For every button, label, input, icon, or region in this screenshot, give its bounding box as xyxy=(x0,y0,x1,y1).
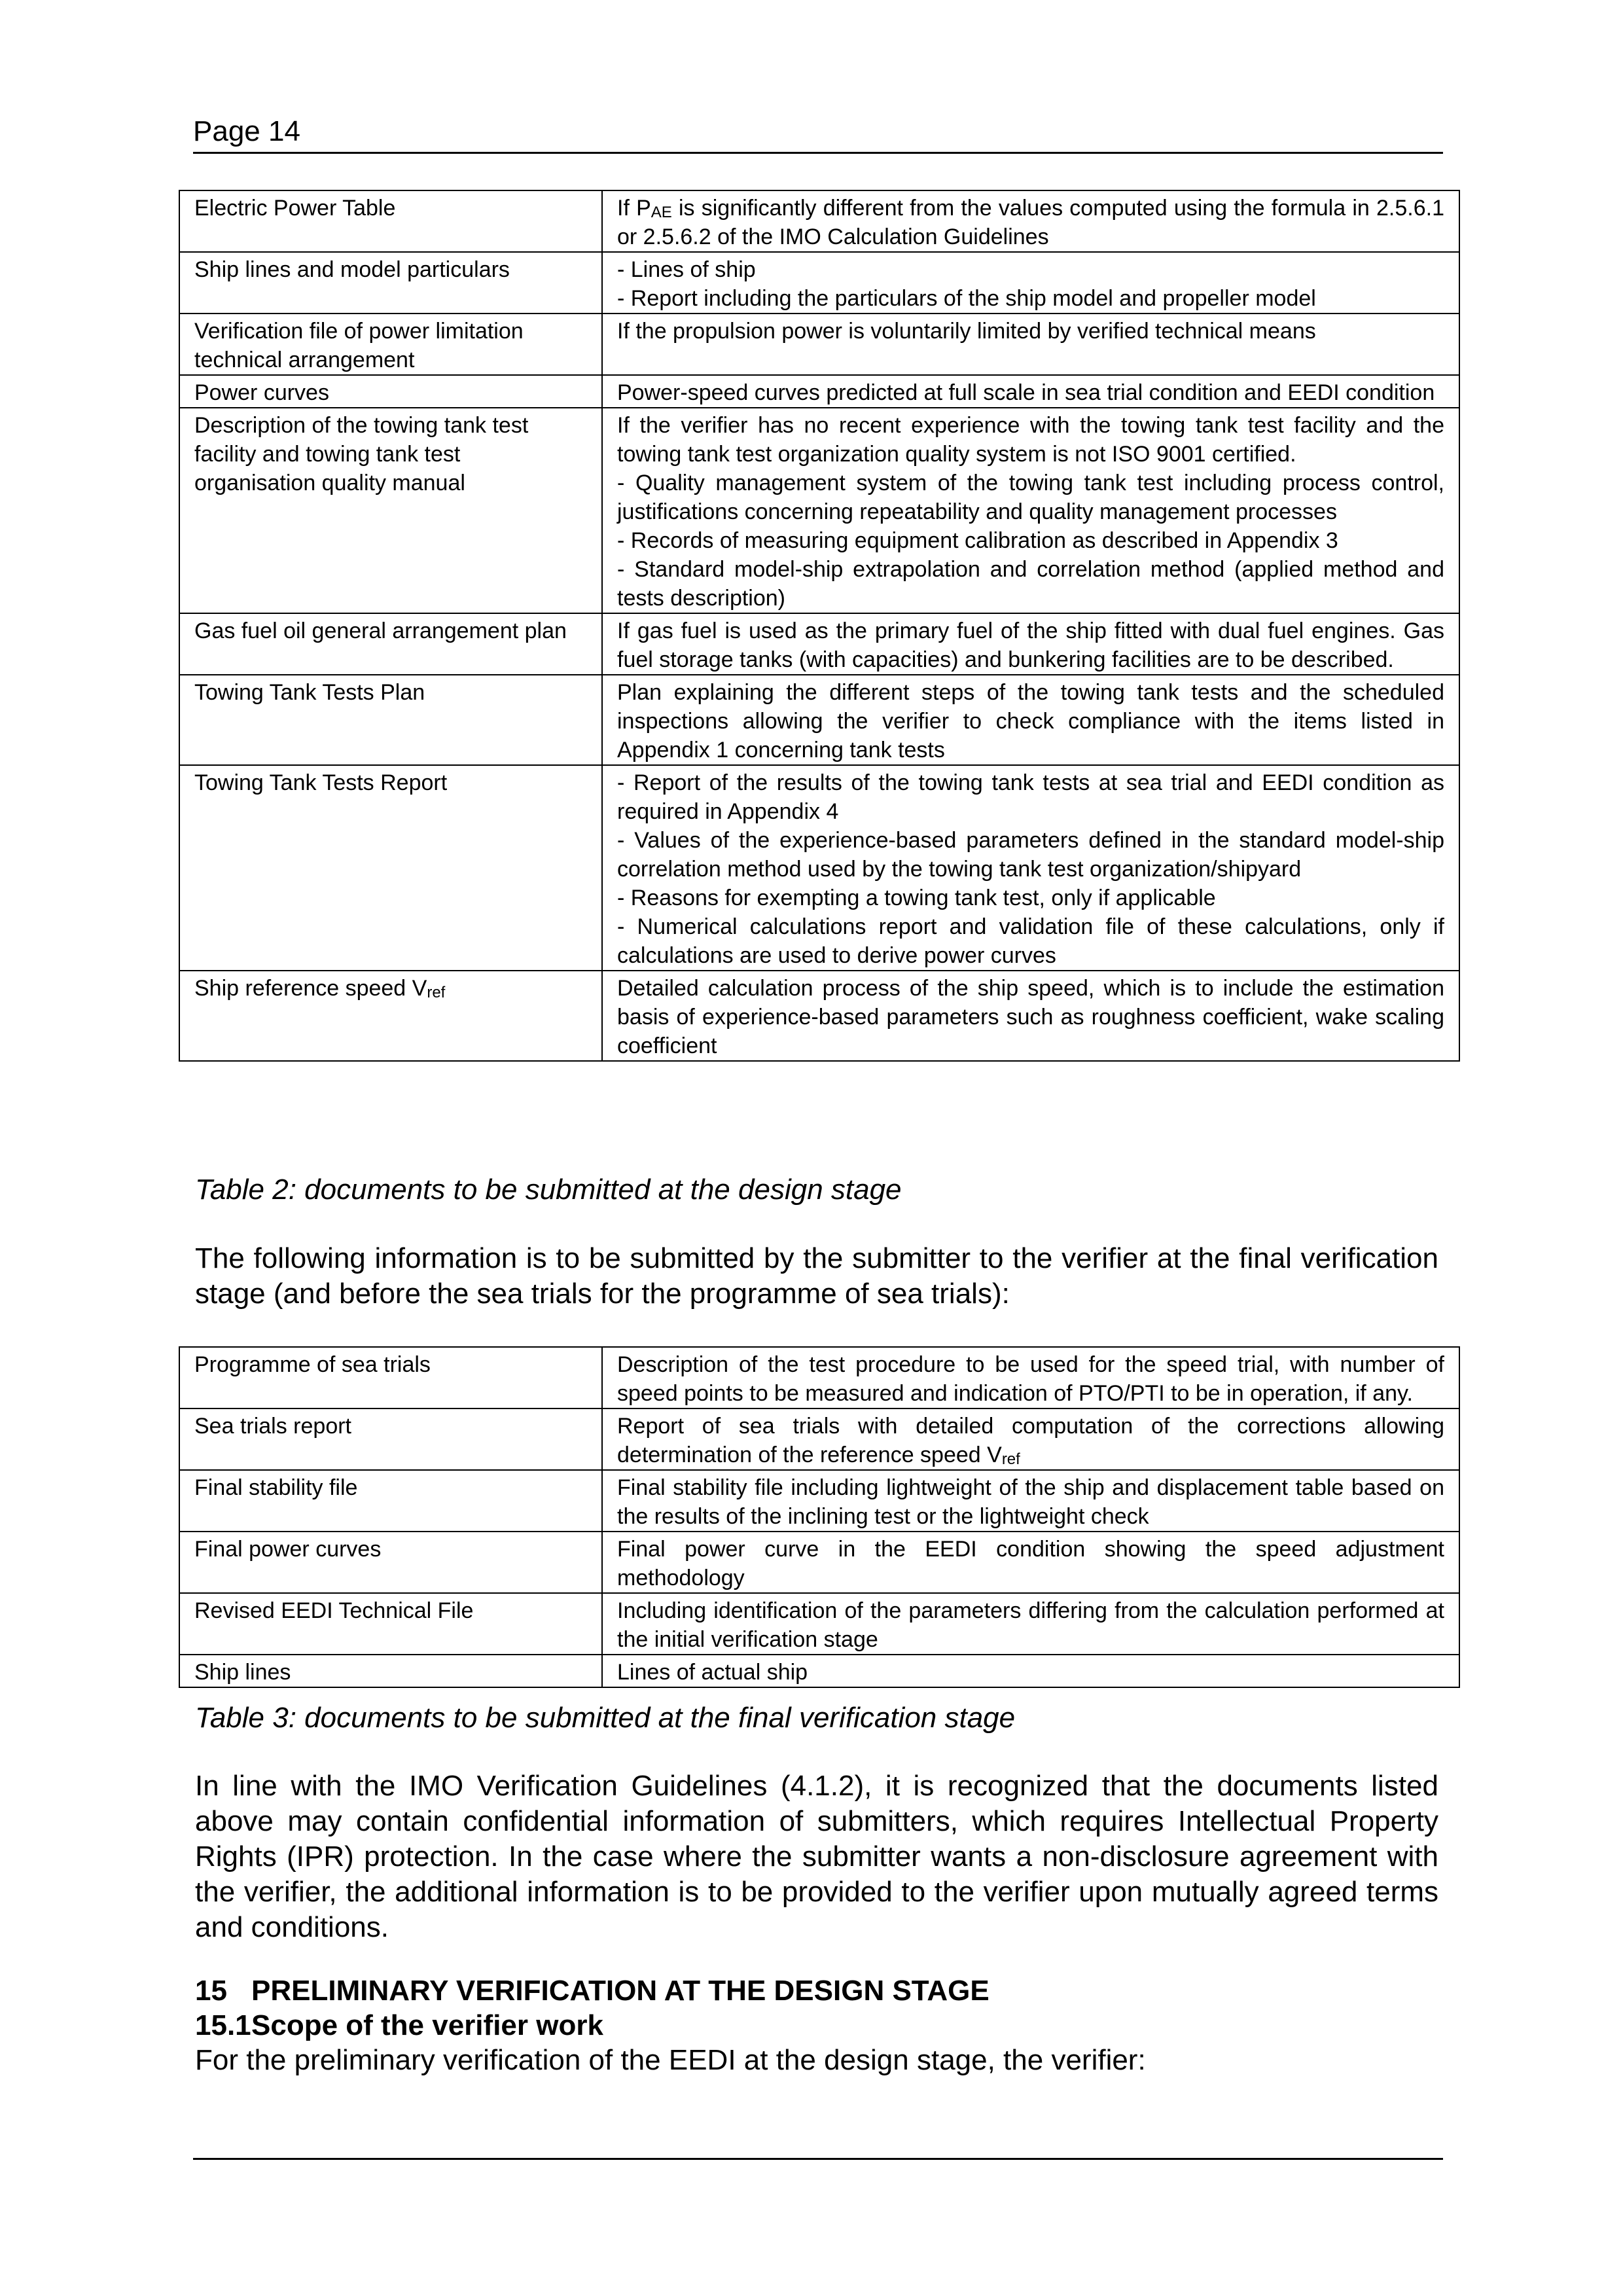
document-name-cell xyxy=(179,971,602,1061)
document-name-cell: Revised EEDI Technical File xyxy=(179,1593,602,1655)
table-row xyxy=(179,190,1459,252)
description-text: If P xyxy=(617,196,651,221)
section-15-1-body: For the preliminary verification of the EEDI at the design stage, the verifier: xyxy=(195,2044,1146,2076)
document-description-cell xyxy=(602,252,1459,314)
document-name-cell xyxy=(179,252,602,314)
document-name-cell: Final power curves xyxy=(179,1532,602,1593)
document-description-cell xyxy=(602,375,1459,408)
document-description-cell xyxy=(602,1532,1459,1593)
document-description-cell xyxy=(602,1408,1459,1470)
description-line: - Reasons for exempting a towing tank test, only if applicable xyxy=(617,886,1216,910)
table-row xyxy=(179,1470,1459,1532)
document-description-cell xyxy=(602,190,1459,252)
description-line: - Numerical calculations report and validation file of these calculations, only if calculations are used to derive power curves xyxy=(617,914,1444,968)
final-verification-documents-table xyxy=(179,1346,1460,1688)
document-description-cell xyxy=(602,1470,1459,1532)
document-description-cell xyxy=(602,765,1459,971)
document-name-cell xyxy=(179,375,602,408)
footer-rule xyxy=(193,2158,1443,2160)
description-line xyxy=(617,194,1444,251)
description-line: If gas fuel is used as the primary fuel of the ship fitted with dual fuel engines. Gas fuel storage tanks (with capacities) and bunkering facilities are to be described. xyxy=(617,619,1444,672)
document-name: Ship lines and model particulars xyxy=(194,257,510,282)
document-name-cell xyxy=(179,314,602,375)
description-text: Including identification of the parameters differing from the calculation performed at the initial verification stage xyxy=(617,1598,1444,1652)
document-description-cell xyxy=(602,314,1459,375)
description-line: - Report including the particulars of the ship model and propeller model xyxy=(617,286,1316,311)
table-row xyxy=(179,252,1459,314)
table-row xyxy=(179,1593,1459,1655)
document-description-cell xyxy=(602,408,1459,613)
table2-caption: Table 2: documents to be submitted at the design stage xyxy=(195,1174,902,1206)
document-name-cell xyxy=(179,190,602,252)
document-name-cell: Sea trials report xyxy=(179,1408,602,1470)
document-description-cell xyxy=(602,675,1459,765)
table-row xyxy=(179,675,1459,765)
description-line: Detailed calculation process of the ship speed, which is to include the estimation basis of experience-based parameters such as roughness coefficient, wake scaling coefficient xyxy=(617,976,1444,1058)
document-name: Power curves xyxy=(194,380,329,405)
table-row xyxy=(179,765,1459,971)
description-line: - Standard model-ship extrapolation and correlation method (applied method and tests description) xyxy=(617,557,1444,611)
description-line: - Quality management system of the towing tank test including process control, justifications concerning repeatability and quality management processes xyxy=(617,471,1444,524)
description-text: Final stability file including lightweight of the ship and displacement table based on the results of the inclining test or the lightweight check xyxy=(617,1475,1444,1529)
document-description-cell xyxy=(602,613,1459,675)
page-header xyxy=(193,115,1443,154)
table-row xyxy=(179,1408,1459,1470)
document-name-cell xyxy=(179,675,602,765)
section-title: PRELIMINARY VERIFICATION AT THE DESIGN STAGE xyxy=(251,1975,990,2007)
subscript: ref xyxy=(427,984,446,1001)
description-line: - Values of the experience-based parameters defined in the standard model-ship correlation method used by the towing tank test organization/shipyard xyxy=(617,828,1444,882)
description-line: Power-speed curves predicted at full scale in sea trial condition and EEDI condition xyxy=(617,380,1435,405)
page-number: Page 14 xyxy=(193,115,300,147)
ipr-paragraph: In line with the IMO Verification Guidelines (4.1.2), it is recognized that the documents listed above may contain confidential information of submitters, which requires Intellectual Property Rights (IPR) protection. In the case where the submitter wants a non-disclosure agreement with the verifier, the additional information is to be provided to the verifier upon mutually agreed terms and conditions. xyxy=(195,1770,1438,1943)
design-stage-documents-table xyxy=(179,190,1460,1062)
section-title: Scope of the verifier work xyxy=(251,2009,603,2041)
description-line: - Lines of ship xyxy=(617,257,756,282)
document-name: Ship reference speed V xyxy=(194,976,427,1001)
document-description-cell xyxy=(602,1593,1459,1655)
table-row xyxy=(179,971,1459,1061)
description-line: If the verifier has no recent experience with the towing tank test facility and the towing tank test organization quality system is not ISO 9001 certified. xyxy=(617,413,1444,467)
document-name-cell: Ship lines xyxy=(179,1655,602,1687)
document-name-cell xyxy=(179,765,602,971)
document-description-cell xyxy=(602,1655,1459,1687)
table-row xyxy=(179,375,1459,408)
document-description-cell xyxy=(602,1347,1459,1408)
document-name: Electric Power Table xyxy=(194,196,396,221)
document-name-cell: Programme of sea trials xyxy=(179,1347,602,1408)
document-name: Towing Tank Tests Report xyxy=(194,770,448,795)
subscript: AE xyxy=(651,204,672,221)
description-text: Report of sea trials with detailed computation of the corrections allowing determination of the reference speed V xyxy=(617,1414,1444,1467)
subscript: ref xyxy=(1001,1450,1020,1468)
document-name: Gas fuel oil general arrangement plan xyxy=(194,619,567,643)
section-number: 15 xyxy=(195,1975,227,2007)
final-verification-intro: The following information is to be submitted by the submitter to the verifier at the final verification stage (and before the sea trials for the programme of sea trials): xyxy=(195,1242,1438,1310)
description-line: If the propulsion power is voluntarily limited by verified technical means xyxy=(617,319,1316,344)
description-text: Lines of actual ship xyxy=(617,1660,808,1685)
document-name-cell: Final stability file xyxy=(179,1470,602,1532)
table-row xyxy=(179,314,1459,375)
document-name: Towing Tank Tests Plan xyxy=(194,680,425,705)
description-line: - Report of the results of the towing tank tests at sea trial and EEDI condition as required in Appendix 4 xyxy=(617,770,1444,824)
description-line: - Records of measuring equipment calibration as described in Appendix 3 xyxy=(617,528,1338,553)
section-number: 15.1 xyxy=(195,2009,251,2041)
description-text: is significantly different from the values computed using the formula in 2.5.6.1 or 2.5.6.2 of the IMO Calculation Guidelines xyxy=(617,196,1444,249)
table-row xyxy=(179,613,1459,675)
document-name: Description of the towing tank test facility and towing tank test organisation quality manual xyxy=(194,413,529,495)
section-15-heading xyxy=(195,1975,990,2007)
description-text: Final power curve in the EEDI condition showing the speed adjustment methodology xyxy=(617,1537,1444,1590)
table-row xyxy=(179,1655,1459,1687)
document-name-cell xyxy=(179,613,602,675)
section-15-1-heading xyxy=(195,2009,603,2042)
table-row xyxy=(179,1347,1459,1408)
table3-caption: Table 3: documents to be submitted at the final verification stage xyxy=(195,1702,1016,1734)
table-row xyxy=(179,1532,1459,1593)
document-name: Verification file of power limitation technical arrangement xyxy=(194,319,524,372)
document-name-cell xyxy=(179,408,602,613)
document-description-cell xyxy=(602,971,1459,1061)
description-line: Plan explaining the different steps of the towing tank tests and the scheduled inspections allowing the verifier to check compliance with the items listed in Appendix 1 concerning tank tests xyxy=(617,680,1444,762)
description-text: Description of the test procedure to be used for the speed trial, with number of speed points to be measured and indication of PTO/PTI to be in operation, if any. xyxy=(617,1352,1444,1406)
table-row xyxy=(179,408,1459,613)
